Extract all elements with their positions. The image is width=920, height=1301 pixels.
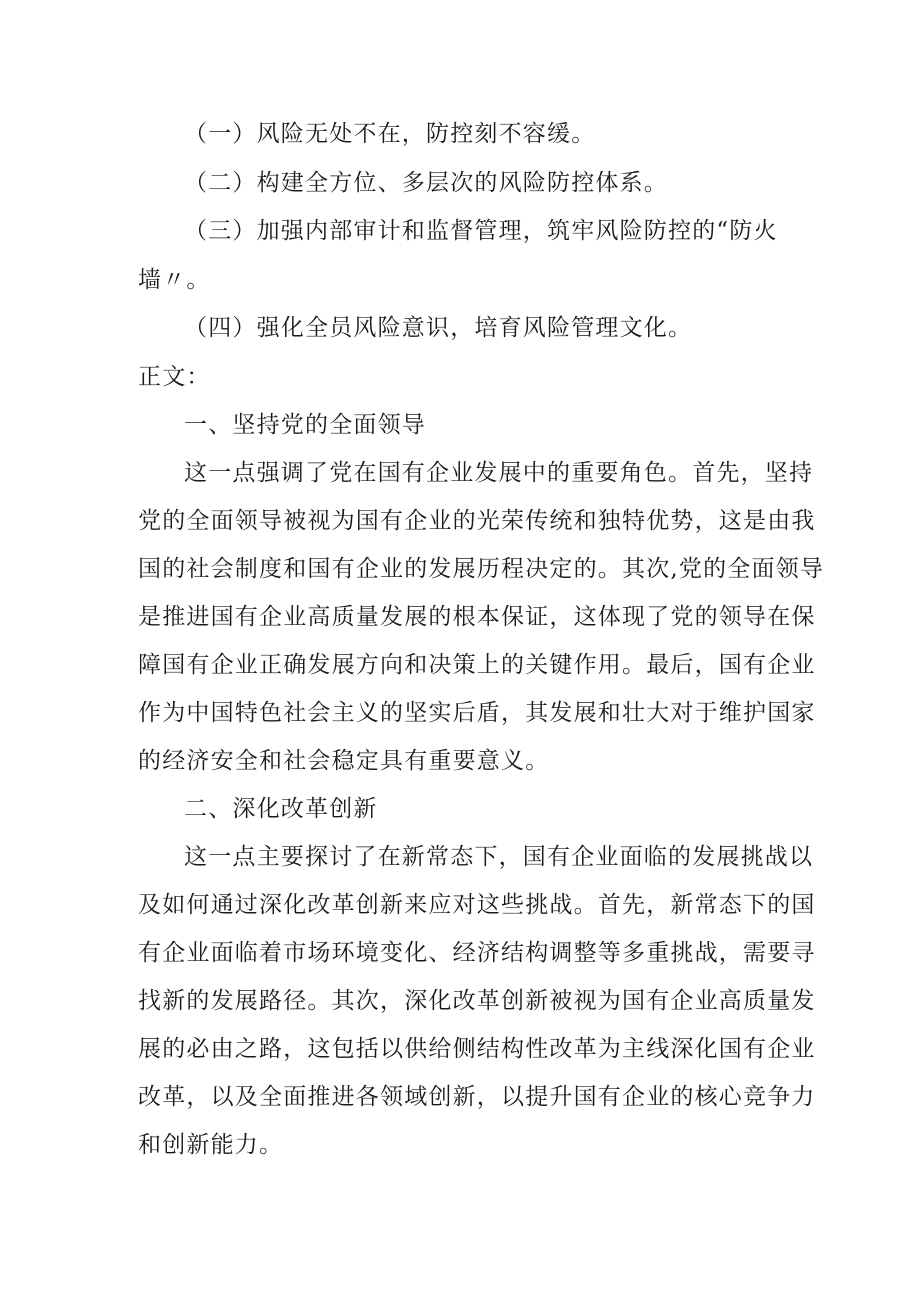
section-1: [138, 401, 825, 785]
paragraph-line: 是推进国有企业高质量发展的根本保证，这体现了党的领导在保: [138, 603, 816, 630]
outline-list: [138, 110, 800, 353]
outline-item-3-continued: 墙〃。: [138, 266, 211, 293]
section-paragraph: [138, 449, 825, 785]
paragraph-line: 及如何通过深化改革创新来应对这些挑战。首先，新常态下的国: [138, 891, 816, 918]
paragraph-line: 作为中国特色社会主义的坚实后盾，其发展和壮大对于维护国家: [138, 699, 816, 726]
outline-item-2: （二）构建全方位、多层次的风险防控体系。: [184, 169, 668, 196]
paragraph-line: 找新的发展路径。其次，深化改革创新被视为国有企业高质量发: [138, 987, 816, 1014]
outline-item-3: （三）加强内部审计和监督管理，筑牢风险防控的“防火: [184, 218, 778, 244]
section-paragraph: [138, 833, 816, 1169]
section-title: 一、坚持党的全面领导: [184, 411, 426, 438]
outline-item-1: （一）风险无处不在，防控刻不容缓。: [184, 121, 596, 147]
paragraph-line: 改革，以及全面推进各领域创新，以提升国有企业的核心竞争力: [138, 1083, 816, 1110]
paragraph-line: 展的必由之路，这包括以供给侧结构性改革为主线深化国有企业: [138, 1035, 816, 1062]
outline-item-4: （四）强化全员风险意识，培育风险管理文化。: [184, 315, 693, 341]
paragraph-line: 的经济安全和社会稳定具有重要意义。: [138, 747, 550, 774]
paragraph-line: 有企业面临着市场环境变化、经济结构调整等多重挑战，需要寻: [138, 939, 816, 966]
paragraph-line: 和创新能力。: [138, 1131, 284, 1158]
paragraph-line: 障国有企业正确发展方向和决策上的关键作用。最后，国有企业: [138, 651, 816, 678]
paragraph-line: 这一点强调了党在国有企业发展中的重要角色。首先，坚持: [184, 459, 814, 486]
body-label: 正文：: [138, 363, 211, 390]
section-title: 二、深化改革创新: [184, 795, 378, 822]
paragraph-line: 国的社会制度和国有企业的发展历程决定的。其次,党的全面领导: [138, 555, 825, 582]
paragraph-line: 党的全面领导被视为国有企业的光荣传统和独特优势，这是由我: [138, 507, 816, 534]
paragraph-line: 这一点主要探讨了在新常态下，国有企业面临的发展挑战以: [184, 843, 814, 870]
section-2: [138, 785, 816, 1169]
